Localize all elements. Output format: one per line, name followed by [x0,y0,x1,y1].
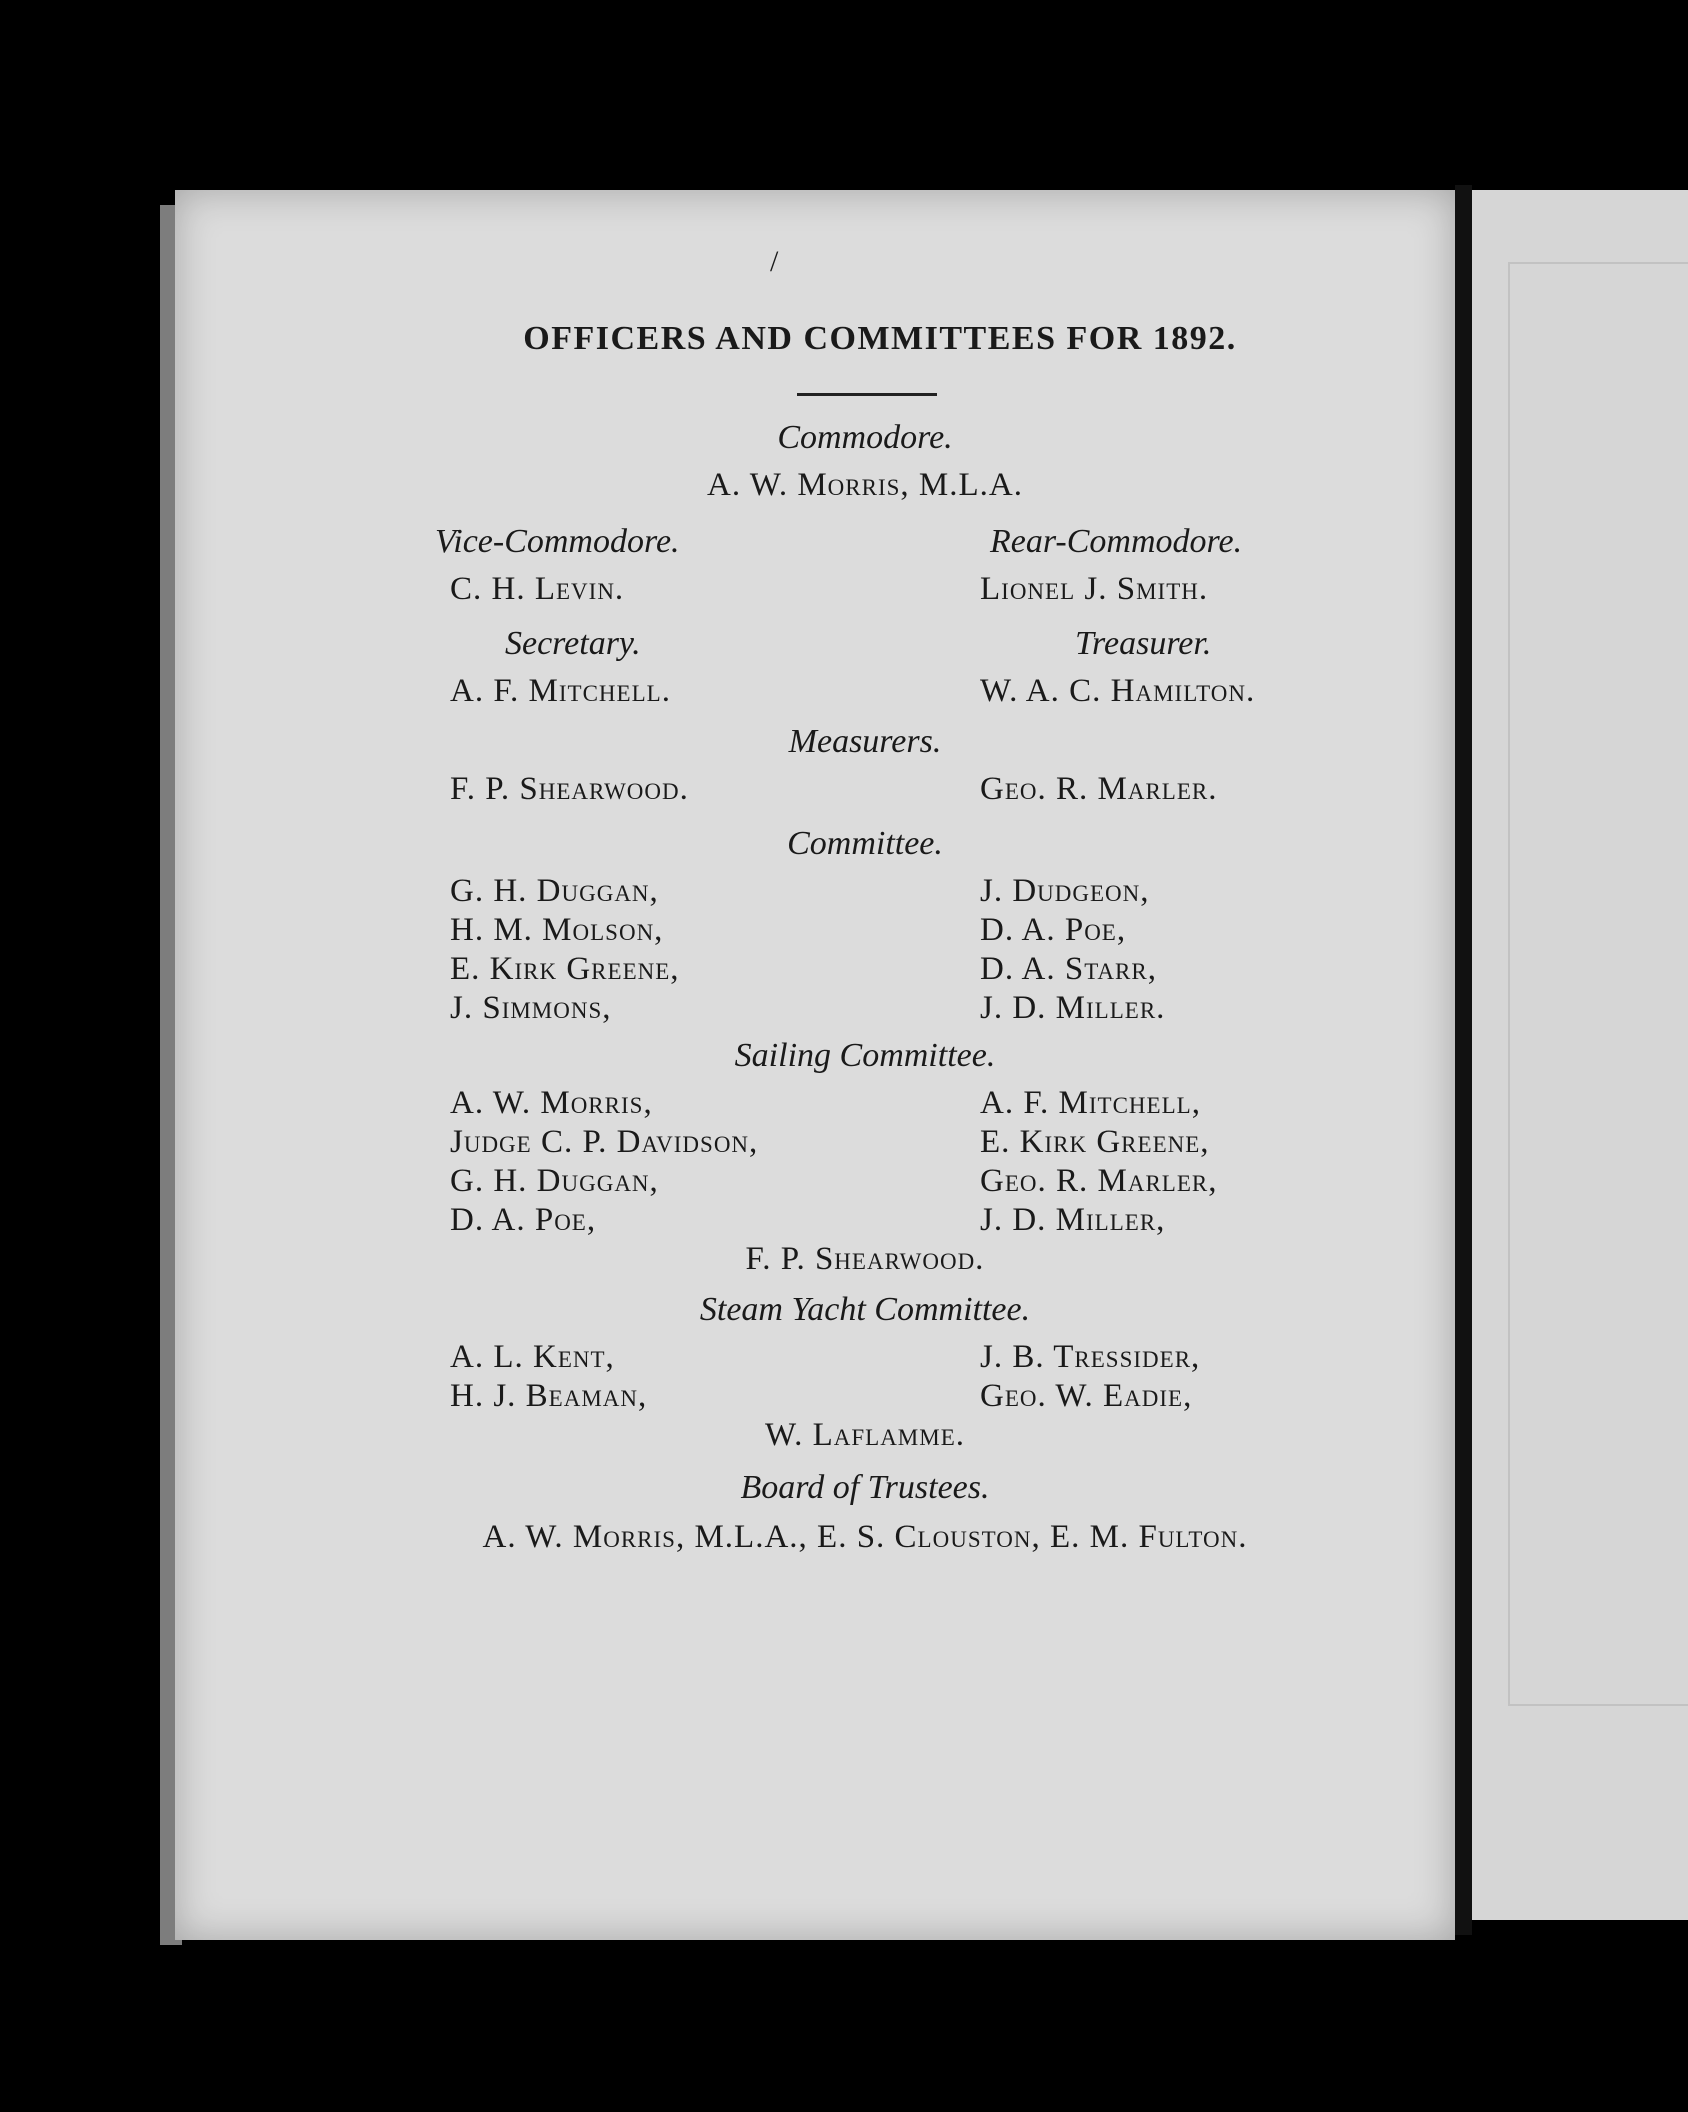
committee-member: H. M. Molson, [450,912,664,948]
page-mark: / [770,245,779,278]
vice-commodore-heading: Vice-Commodore. [435,523,680,560]
secretary-heading: Secretary. [505,625,641,662]
measurer-right: Geo. R. Marler. [980,771,1218,807]
treasurer-name: W. A. C. Hamilton. [980,673,1256,709]
vice-commodore-name: C. H. Levin. [450,571,625,607]
commodore-name: A. W. Morris, M.L.A. [706,467,1024,503]
committee-member: D. A. Poe, [980,912,1127,948]
sailing-committee-heading: Sailing Committee. [734,1037,996,1074]
sailing-committee-member: D. A. Poe, [450,1202,597,1238]
steam-yacht-committee-heading: Steam Yacht Committee. [699,1291,1031,1328]
sailing-committee-member: A. F. Mitchell, [980,1085,1201,1121]
sailing-committee-member: A. W. Morris, [450,1085,653,1121]
sailing-committee-member: E. Kirk Greene, [980,1124,1210,1160]
measurers-heading: Measurers. [788,723,942,760]
facing-page-frame [1508,262,1688,1706]
sailing-committee-member: Judge C. P. Davidson, [450,1124,759,1160]
rear-commodore-name: Lionel J. Smith. [980,571,1209,607]
steam-yacht-committee-last: W. Laflamme. [764,1417,966,1453]
book-gutter [1455,185,1472,1935]
rear-commodore-heading: Rear-Commodore. [990,523,1243,560]
secretary-name: A. F. Mitchell. [450,673,671,709]
sailing-committee-last: F. P. Shearwood. [745,1241,985,1277]
board-of-trustees-heading: Board of Trustees. [740,1469,990,1506]
page-title: OFFICERS AND COMMITTEES FOR 1892. [523,320,1237,357]
committee-member: J. Dudgeon, [980,873,1150,909]
committee-member: J. Simmons, [450,990,612,1026]
steam-yacht-committee-member: Geo. W. Eadie, [980,1378,1193,1414]
steam-yacht-committee-member: A. L. Kent, [450,1339,615,1375]
commodore-heading: Commodore. [777,419,953,456]
sailing-committee-member: Geo. R. Marler, [980,1163,1218,1199]
sailing-committee-member: J. D. Miller, [980,1202,1166,1238]
board-of-trustees-names: A. W. Morris, M.L.A., E. S. Clouston, E. M. Fulton. [482,1519,1248,1555]
steam-yacht-committee-member: J. B. Tressider, [980,1339,1201,1375]
committee-member: G. H. Duggan, [450,873,659,909]
treasurer-heading: Treasurer. [1075,625,1212,662]
committee-member: J. D. Miller. [980,990,1166,1026]
title-rule [797,393,937,396]
sailing-committee-member: G. H. Duggan, [450,1163,659,1199]
committee-member: D. A. Starr, [980,951,1157,987]
committee-member: E. Kirk Greene, [450,951,680,987]
measurer-left: F. P. Shearwood. [450,771,689,807]
committee-heading: Committee. [787,825,943,862]
steam-yacht-committee-member: H. J. Beaman, [450,1378,648,1414]
